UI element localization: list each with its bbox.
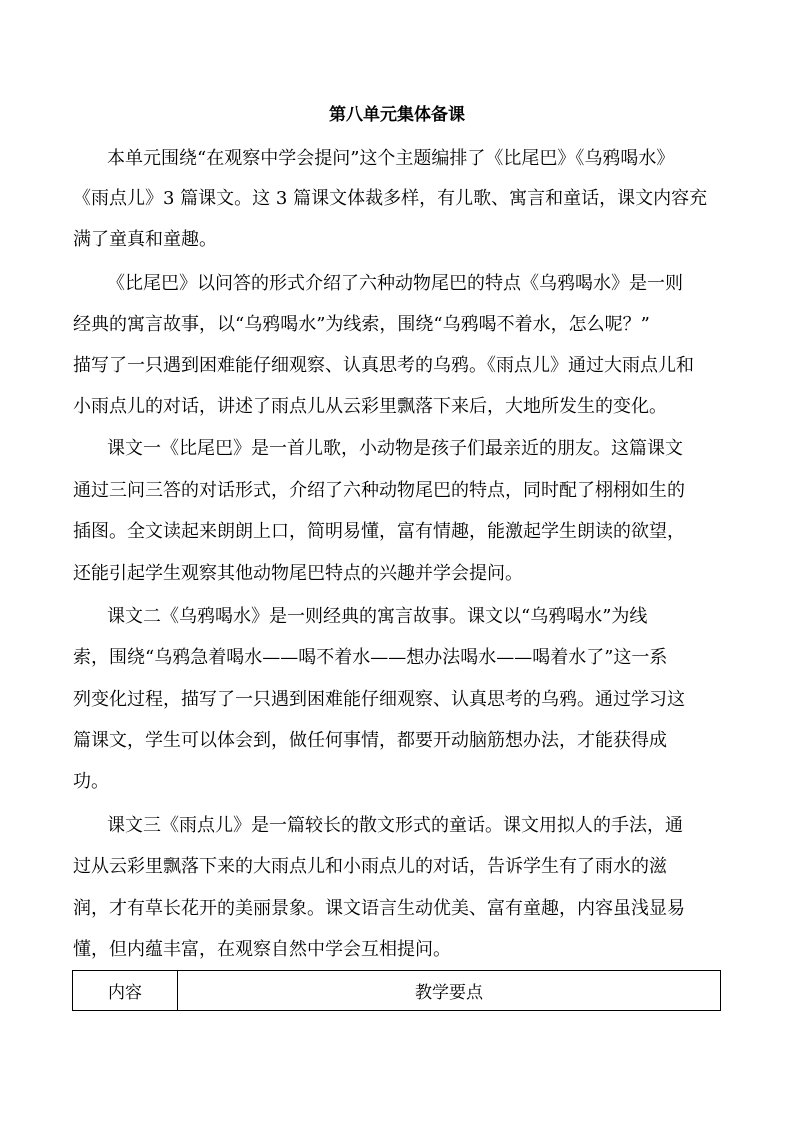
paragraph-1-line-1: 本单元围绕“在观察中学会提问”这个主题编排了《比尾巴》《乌鸦喝水》 [107,148,675,169]
paragraph-2-line-2: 经典的寓言故事，以“乌鸦喝水”为线索，围绕“乌鸦喝不着水，怎么呢？” [73,314,650,335]
paragraph-5-line-1: 课文三《雨点儿》是一篇较长的散文形式的童话。课文用拟人的手法，通 [107,815,683,836]
table-header-content: 内容 [73,971,178,1010]
paragraph-4-line-3: 列变化过程，描写了一只遇到困难能仔细观察、认真思考的乌鸦。通过学习这 [73,689,685,710]
paragraph-3-line-3: 插图。全文读起来朗朗上口，简明易懂，富有情趣，能激起学生朗读的欲望， [73,521,685,542]
paragraph-4-line-4: 篇课文，学生可以体会到，做任何事情，都要开动脑筋想办法，才能获得成 [73,730,667,751]
paragraph-5-line-3: 润，才有草长花开的美丽景象。课文语言生动优美、富有童趣，内容虽浅显易 [73,898,685,919]
teaching-table [72,970,721,1011]
paragraph-1-line-3: 满了童真和童趣。 [73,229,217,250]
paragraph-1-line-2: 《雨点儿》3 篇课文。这 3 篇课文体裁多样，有儿歌、寓言和童话，课文内容充 [73,188,708,209]
page-title: 第八单元集体备课 [329,105,465,125]
paragraph-2-line-1: 《比尾巴》以问答的形式介绍了六种动物尾巴的特点《乌鸦喝水》是一则 [107,273,683,294]
paragraph-3-line-4: 还能引起学生观察其他动物尾巴特点的兴趣并学会提问。 [73,563,523,584]
table-header-teaching-points: 教学要点 [415,983,483,1003]
paragraph-3-line-2: 通过三问三答的对话形式，介绍了六种动物尾巴的特点，同时配了栩栩如生的 [73,480,685,501]
paragraph-5-line-2: 过从云彩里飘落下来的大雨点儿和小雨点儿的对话，告诉学生有了雨水的滋 [73,856,667,877]
paragraph-3-line-1: 课文一《比尾巴》是一首儿歌，小动物是孩子们最亲近的朋友。这篇课文 [107,438,683,459]
paragraph-4-line-1: 课文二《乌鸦喝水》是一则经典的寓言故事。课文以“乌鸦喝水”为线 [107,606,648,627]
paragraph-5-line-4: 懂，但内蕴丰富，在观察自然中学会互相提问。 [73,939,451,960]
paragraph-2-line-4: 小雨点儿的对话，讲述了雨点儿从云彩里飘落下来后，大地所发生的变化。 [73,396,667,417]
paragraph-4-line-2: 索，围绕“乌鸦急着喝水——喝不着水——想办法喝水——喝着水了”这一系 [73,647,668,668]
paragraph-2-line-3: 描写了一只遇到困难能仔细观察、认真思考的乌鸦。《雨点儿》通过大雨点儿和 [73,355,694,376]
paragraph-4-line-5: 功。 [73,771,109,792]
